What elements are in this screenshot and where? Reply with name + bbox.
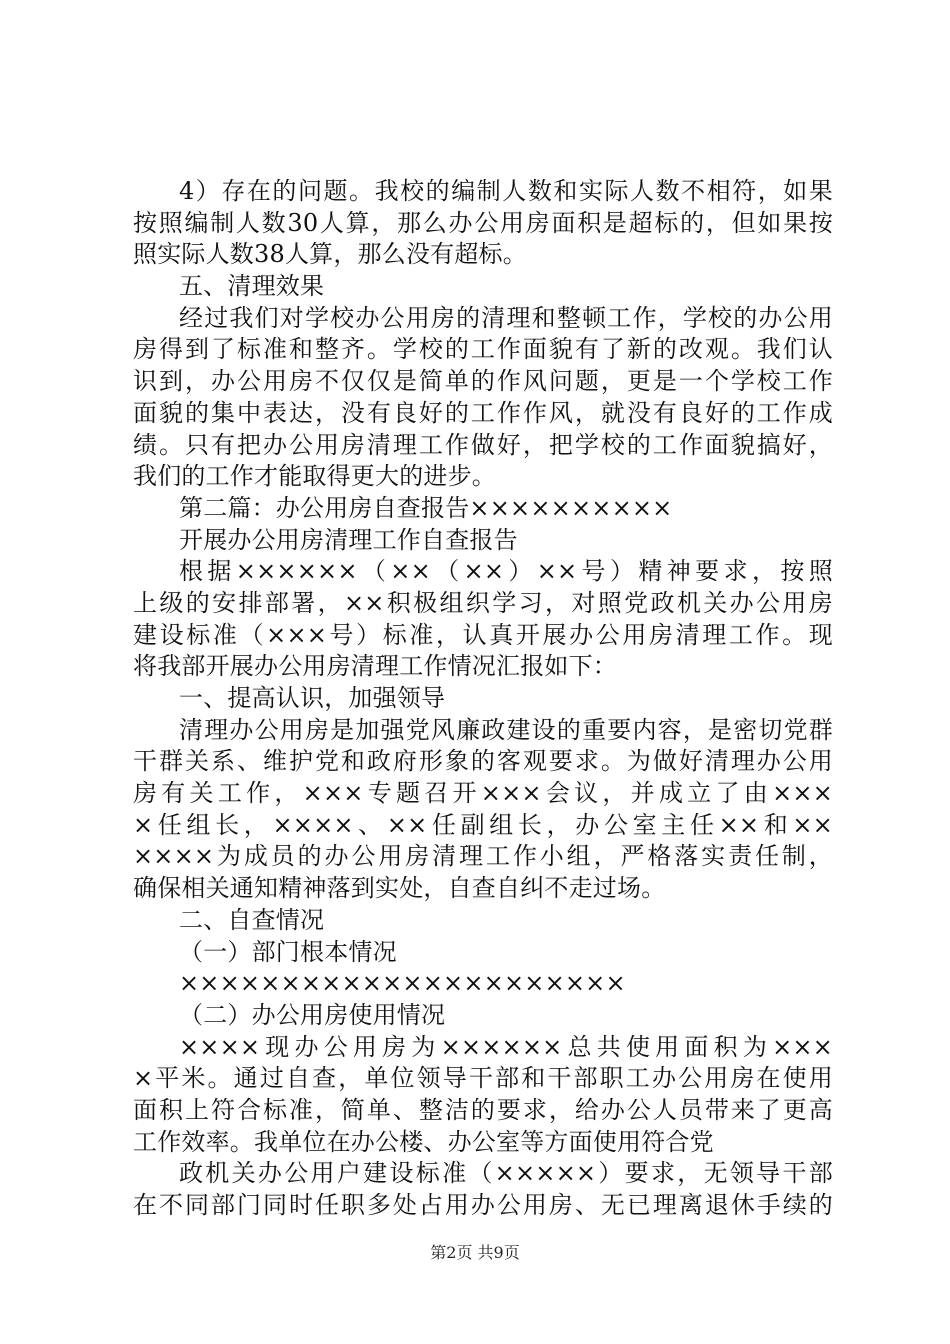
text-line: 确保相关通知精神落到实处，自查自纠不走过场。 [133,874,666,903]
text-line: 面积上符合标准，简单、整洁的要求，给办公人员带来了更高 [133,1095,833,1124]
text-line: 第二篇：办公用房自查报告×××××××××× [179,493,673,522]
page-footer: 第2页 共9页 [430,1243,520,1262]
text-line: ×平米。通过自查，单位领导干部和干部职工办公用房在使用 [133,1064,833,1093]
text-line: 面貌的集中表达，没有良好的工作作风，就没有良好的工作成 [133,398,833,427]
text-line: 按照编制人数30人算，那么办公用房面积是超标的，但如果按 [133,208,833,237]
text-line: 干群关系、维护党和政府形象的客观要求。为做好清理办公用 [133,747,833,776]
text-line: ××××为成员的办公用房清理工作小组，严格落实责任制， [133,842,833,871]
text-line: 二、自查情况 [179,905,325,934]
text-line: 开展办公用房清理工作自查报告 [179,525,518,554]
text-line: 照实际人数38人算，那么没有超标。 [133,240,527,269]
text-line: 4）存在的问题。我校的编制人数和实际人数不相符，如果 [179,177,833,205]
text-line: 房有关工作，×××专题召开×××会议，并成立了由××× [133,779,833,808]
text-line: 政机关办公用户建设标准（×××××）要求，无领导干部 [179,1159,833,1188]
text-line: 根据××××××（××（××）××号）精神要求，按照 [179,557,833,586]
text-line: 一、提高认识，加强领导 [179,684,446,712]
text-line: 将我部开展办公用房清理工作情况汇报如下： [133,652,617,681]
text-line: （一）部门根本情况 [179,937,397,966]
text-line: 五、清理效果 [179,272,325,301]
text-line: ×××××××××××××××××××××× [179,969,626,998]
text-line: 在不同部门同时任职多处占用办公用房、无已理离退休手续的 [133,1191,833,1219]
text-line: 建设标准（×××号）标准，认真开展办公用房清理工作。现 [133,620,833,649]
text-line: 识到，办公用房不仅仅是简单的作风问题，更是一个学校工作 [133,367,833,396]
text-line: ×任组长，××××、××任副组长，办公室主任××和×× [133,810,833,839]
text-line: 上级的安排部署，××积极组织学习，对照党政机关办公用房 [133,588,833,617]
text-line: 绩。只有把办公用房清理工作做好，把学校的工作面貌搞好， [133,430,833,459]
document-body [133,176,833,1222]
text-line: ××××现办公用房为××××××总共使用面积为××× [179,1032,833,1061]
text-line: （二）办公用房使用情况 [179,1000,446,1029]
text-line: 我们的工作才能取得更大的进步。 [133,462,496,491]
text-line: 工作效率。我单位在办公楼、办公室等方面使用符合党 [133,1127,714,1156]
text-line: 清理办公用房是加强党风廉政建设的重要内容，是密切党群 [179,715,833,744]
text-line: 经过我们对学校办公用房的清理和整顿工作，学校的办公用 [179,303,833,332]
text-line: 房得到了标准和整齐。学校的工作面貌有了新的改观。我们认 [133,335,833,364]
